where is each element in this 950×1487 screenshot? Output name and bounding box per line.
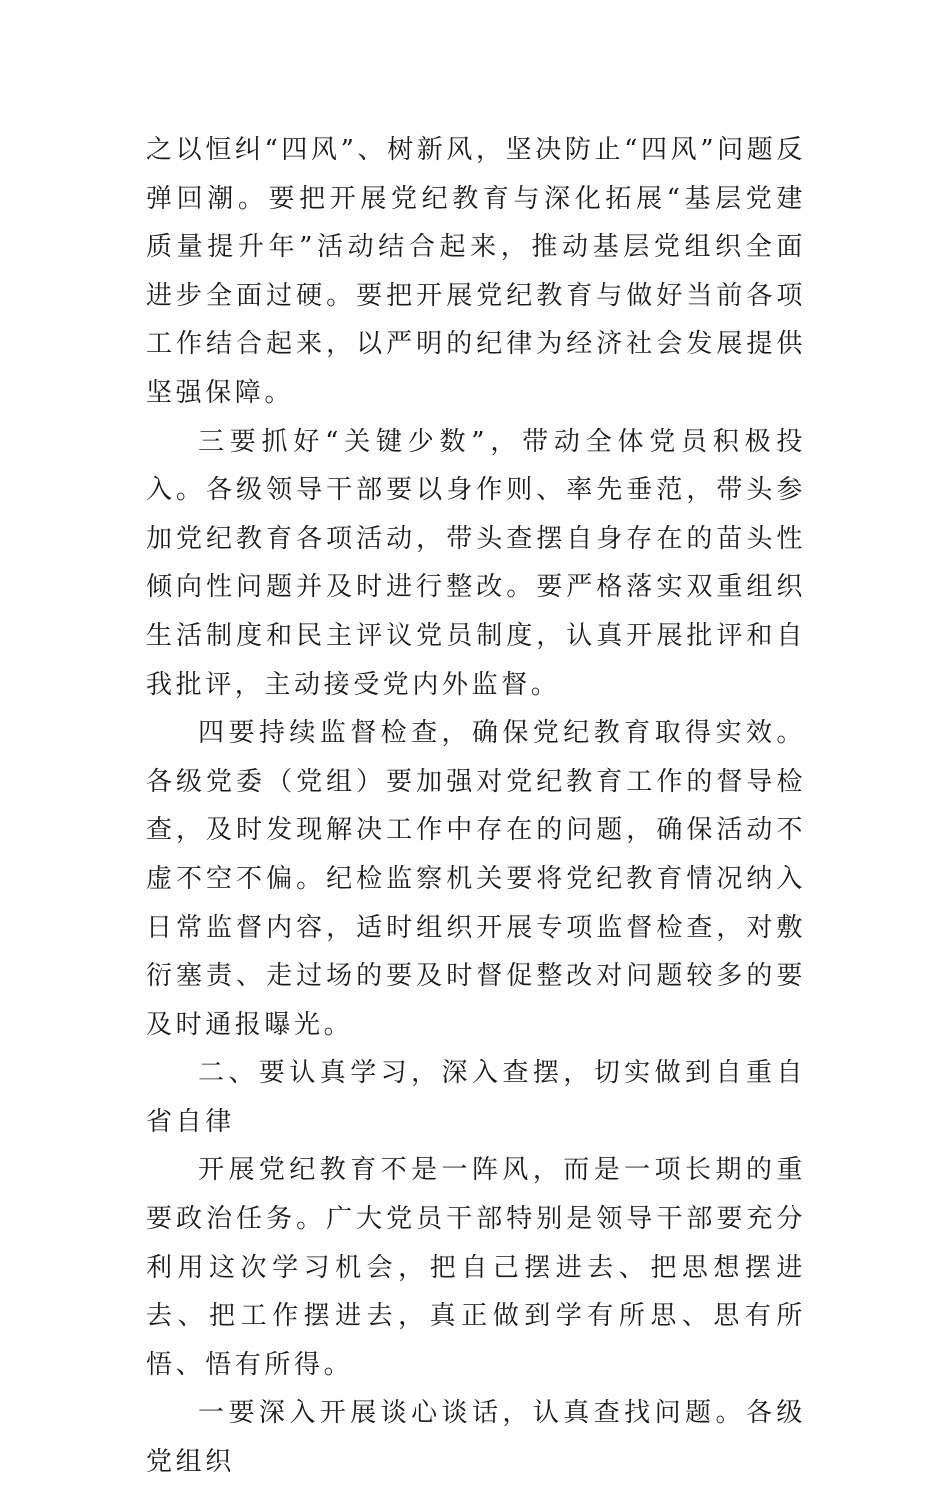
paragraph-key-minority: 三要抓好“关键少数”，带动全体党员积极投入。各级领导干部要以身作则、率先垂范，带头参加党纪教育各项活动，带头查摆自身存在的苗头性倾向性问题并及时进行整改。要严格落实双重组织生活制度和民主评议党员制度，认真开展批评和自我批评，主动接受党内外监督。 bbox=[146, 426, 806, 700]
paragraph-continuation: 之以恒纠“四风”、树新风，坚决防止“四风”问题反弹回潮。要把开展党纪教育与深化拓展“基层党建质量提升年”活动结合起来，推动基层党组织全面进步全面过硬。要把开展党纪教育与做好当前各项工作结合起来，以严明的纪律为经济社会发展提供坚强保障。 bbox=[146, 135, 806, 408]
section-heading: 二、要认真学习，深入查摆，切实做到自重自省自律 bbox=[146, 1058, 806, 1137]
paragraph-supervision: 四要持续监督检查，确保党纪教育取得实效。各级党委（党组）要加强对党纪教育工作的督导检查，及时发现解决工作中存在的问题，确保活动不虚不空不偏。纪检监察机关要将党纪教育情况纳入日常监督内容，适时组织开展专项监督检查，对敷衍塞责、走过场的要及时督促整改对问题较多的要及时通报曝光。 bbox=[146, 718, 806, 1040]
paragraph-talks: 一要深入开展谈心谈话，认真查找问题。各级党组织 bbox=[146, 1398, 806, 1478]
paragraph-study: 开展党纪教育不是一阵风，而是一项长期的重要政治任务。广大党员干部特别是领导干部要充分利用这次学习机会，把自己摆进去、把思想摆进去、把工作摆进去，真正做到学有所思、思有所悟、悟有所得。 bbox=[146, 1155, 806, 1380]
document-body bbox=[146, 126, 806, 1487]
